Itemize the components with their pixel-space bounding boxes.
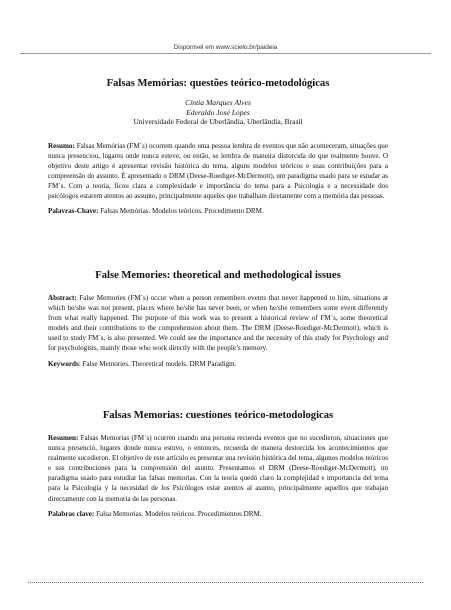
es-keywords <box>48 509 388 519</box>
en-keywords <box>48 359 388 369</box>
pt-title: Falsas Memórias: questões teórico-metodológicas <box>106 78 330 89</box>
affiliation: Universidade Federal de Uberlândia, Uberlândia, Brasil <box>133 117 303 127</box>
es-abstract-text: Falsas Memorias (FM´s) ocurren cuando una persona recuerda eventos que no sucedieron, situaciones que nunca presenció, lugares donde nunca estuvo, o entonces, recuerda de manera destorcida los acontecimientos que realmente sucedieron. El objetivo de este artículo es presentar una revisión histórica del tema, algunos modelos teóricos e sus contribuciones para la comprensión del asunto. Presentamos el DRM (Deese-Roediger-McDermott), un paradigma usado para estudiar las falsas memorias. Con la teoría quedó claro la complejidad e importancia del tema para la Psicología y la necesidad de los Psicólogos estar atentos al asunto, principalmente aquellos que trabajan directamente con la memoria de las personas. <box>48 434 388 503</box>
pt-abstract-label: Resumo: <box>48 141 75 150</box>
pt-section <box>48 78 388 216</box>
en-abstract <box>48 293 388 354</box>
pt-keywords <box>48 206 388 216</box>
footer-divider <box>28 582 423 583</box>
en-title: False Memories: theoretical and methodological issues <box>95 270 341 281</box>
author-1: Cíntia Marques Alves <box>185 98 251 107</box>
es-abstract-label: Resumen: <box>48 434 79 442</box>
es-keywords-label: Palabras clave: <box>48 509 95 518</box>
header-divider <box>20 53 431 54</box>
page-header <box>0 44 451 51</box>
en-keywords-text: : False Memories. Theoretical models. DRM Paradigm. <box>78 359 237 368</box>
pt-abstract <box>48 141 388 202</box>
availability-note: Disponível em www.scielo.br/paideia <box>173 44 278 51</box>
es-abstract <box>48 433 388 504</box>
pt-keywords-label: Palavras-Chave: <box>48 207 99 216</box>
es-section <box>48 410 388 519</box>
author-block <box>48 98 388 127</box>
es-keywords-text: Falsa Memorias. Modelos teóricos. Procedimientos DRM. <box>96 509 262 518</box>
en-abstract-label: Abstract: <box>48 294 77 302</box>
pt-abstract-text: Falsas Memórias (FM´s) ocorrem quando uma pessoa lembra de eventos que não aconteceram, situações que nunca presenciou, lugares onde nunca esteve, ou então, se lembra de maneira distorcida do que realmente houve. O objetivo deste artigo é apresentar revisão histórica do tema, alguns modelos teóricos e suas contribuições para a compreensão do assunto. É apresentado o DRM (Deese-Roediger-McDermott), um paradigma usado para se estudar as FM´s. Com a teoria, ficou clara a complexidade e importância do tema para a Psicologia e a necessidade dos psicólogos estarem atentos ao assunto, principalmente aqueles que trabalham diretamente com a memória das pessoas. <box>48 141 388 201</box>
author-2: Ederaldo José Lopes <box>186 107 250 117</box>
en-keywords-label: Keywords <box>48 359 79 368</box>
en-abstract-text: False Memories (FM´s) occur when a person remembers events that never happened to him, situations at which he/she was not present, places where he/she has never been, or when he/she remembers some event differently from what really happened. The purpose of this work was to present a historical review of FM´s, some theoretical models and their contributions to the comprehension about them. The DRM (Deese-Roediger-McDermott), which is used to study FM´s, is also presented. We could see the importance and the necessity of this study for Psychology and for psychologists, mainly those who work directly with the people’s memory. <box>48 294 388 353</box>
en-section <box>48 270 388 369</box>
pt-keywords-text: Falsas Memórias. Modelos teóricos. Procedimento DRM. <box>100 207 264 216</box>
es-title: Falsas Memorias: cuestiones teórico-metodologicas <box>102 410 334 421</box>
